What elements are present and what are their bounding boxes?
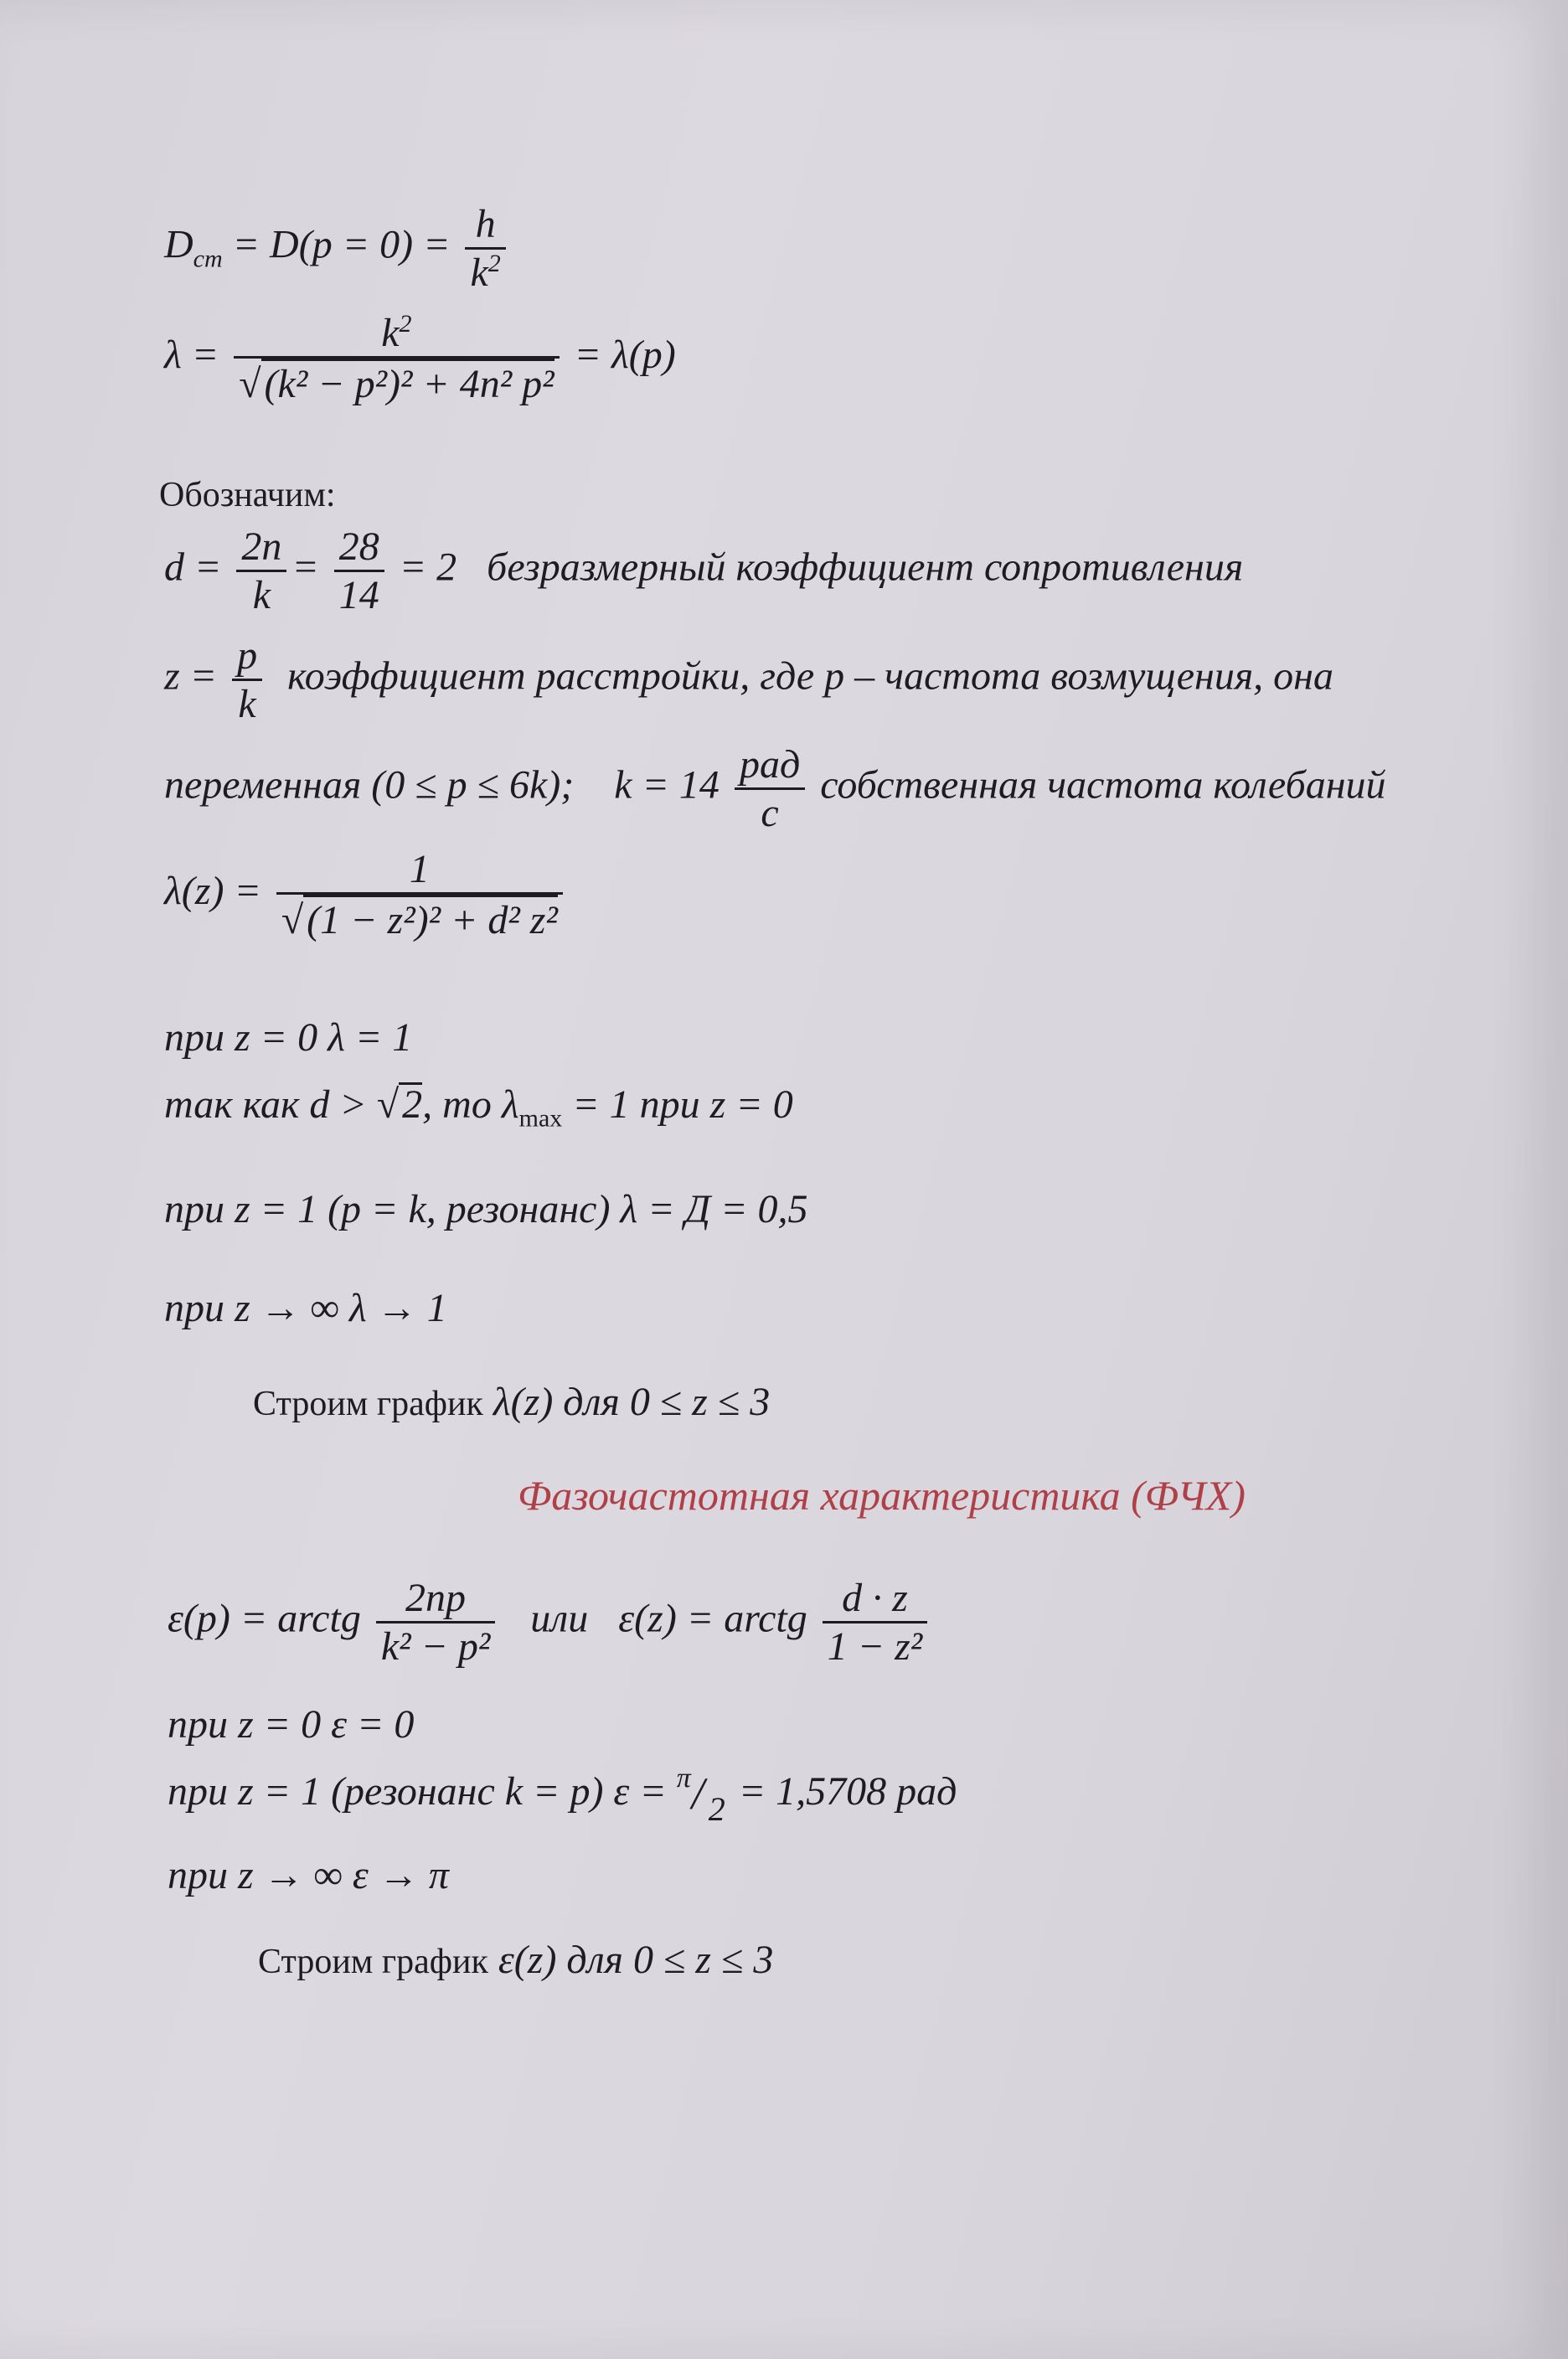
eps-z-zero-text: при z = 0 ε = 0 [168,1702,415,1747]
d-coef-lhs: d = [164,545,222,590]
plot-epsilon-formula: ε(z) для 0 ≤ z ≤ 3 [498,1938,774,1982]
line-plot-epsilon [258,1940,773,1980]
lambda-z-fraction [276,846,563,943]
d-static-subscript: cm [193,245,223,273]
d-coef-fraction-2 [334,524,384,618]
sqrt-symbol: √ [239,362,261,407]
z-zero-text: при z = 0 λ = 1 [164,1015,413,1060]
d-coef-description: безразмерный коэффициент сопротивления [487,545,1244,590]
line-eps-z-zero [168,1702,415,1747]
heading-phase-frequency [518,1472,1246,1519]
line-eps-z-infinity [168,1853,449,1897]
line-lambda-max [164,1082,793,1132]
epsilon-z-lhs: ε(z) = arctg [618,1596,807,1641]
lambda-z-lhs: λ(z) = [164,869,261,914]
lambda-p-denominator [234,356,559,407]
d-static-numerator: h [475,202,496,246]
formula-epsilon [168,1575,932,1670]
z-def-description: коэффициент расстройки, где p – частота возмущения, она [287,653,1333,699]
lambda-p-num-exp: 2 [399,310,412,338]
formula-z-definition [164,632,1333,727]
epsilon-z-fraction [823,1575,927,1670]
line-z-one [164,1187,808,1231]
line-z-zero [164,1015,413,1060]
line-z-infinity [164,1288,447,1329]
d-coef-fraction-1 [236,524,286,618]
z-infinity-text: при z → ∞ λ → 1 [164,1286,447,1330]
two-symbol: 2 [708,1789,725,1828]
variable-range-text: переменная (0 ≤ p ≤ 6k); [164,762,575,808]
formula-lambda-p [164,310,676,407]
lambda-p-fraction [234,310,559,407]
sqrt-symbol: √ [376,1082,400,1127]
lambda-z-den-radicand: (1 − z²)² + d² z² [303,895,558,943]
lambda-p-lhs: λ = [164,333,219,378]
plot-lambda-formula: λ(z) для 0 ≤ z ≤ 3 [493,1380,771,1424]
z-def-denominator: k [232,679,262,727]
formula-lambda-z [164,846,568,943]
d-static-mid: = D(p = 0) = [232,222,451,267]
heading-phase-frequency-text: Фазочастотная характеристика (ФЧХ) [518,1472,1246,1519]
lambda-p-numerator [234,310,559,356]
oboznachim-text: Обозначим: [159,476,336,514]
epsilon-z-denominator: 1 − z² [823,1621,927,1670]
lambda-max-part-a: так как d > [164,1082,377,1127]
lambda-p-rhs: = λ(p) [574,333,676,378]
epsilon-p-lhs: ε(p) = arctg [168,1596,361,1641]
epsilon-p-numerator: 2np [405,1576,467,1620]
line-eps-z-one [168,1762,957,1828]
pi-over-two [676,1762,729,1828]
lambda-p-num-base: k [381,311,400,355]
lambda-max-part-c: = 1 при z = 0 [562,1082,793,1127]
d-coef-rhs: = 2 [399,545,457,590]
d-coef-num1: 2n [241,524,282,569]
eps-z-one-part-b: = 1,5708 рад [738,1769,957,1814]
eps-z-one-part-a: при z = 1 (резонанс k = p) ε = [168,1769,667,1814]
d-static-den-base: k [470,250,488,296]
epsilon-p-denominator: k² − p² [376,1621,495,1670]
lambda-z-denominator [276,892,563,943]
z-def-lhs: z = [164,653,218,699]
formula-variable-line [164,741,1386,836]
lambda-p-den-radicand: (k² − p²)² + 4n² p² [261,359,554,407]
pi-symbol: π [676,1762,691,1794]
d-static-denominator [465,247,505,296]
d-coef-num2: 28 [338,524,379,569]
lambda-max-sqrt: 2 [399,1082,422,1125]
unit-numerator: рад [739,742,801,787]
epsilon-z-numerator: d · z [842,1576,908,1620]
lambda-z-numerator: 1 [409,847,430,891]
d-static-lhs: D [164,222,193,267]
d-static-fraction [465,201,505,296]
d-coef-den2: 14 [334,570,384,618]
epsilon-or: или [530,1596,589,1641]
sqrt-symbol: √ [281,898,304,943]
unit-denominator: с [735,787,805,836]
plot-lambda-label: Строим график [253,1385,483,1423]
fraction-slash: / [691,1768,704,1819]
formula-d-coefficient: d = $\frac{2n}{k}$ = $\frac{28}{14}$ = 2 безразмерный коэффициент сопротивления [164,524,1244,618]
unit-fraction [735,741,805,836]
z-def-fraction [232,632,262,727]
epsilon-p-fraction [376,1575,495,1670]
eps-z-infinity-text: при z → ∞ ε → π [168,1853,449,1897]
formula-d-static [164,201,511,296]
k-equation: k = 14 [614,762,720,808]
plot-epsilon-label: Строим график [258,1943,488,1981]
d-static-den-exp: 2 [487,250,501,278]
z-one-text: при z = 1 (p = k, резонанс) λ = Д = 0,5 [164,1187,808,1231]
z-def-numerator: p [237,633,258,678]
line-plot-lambda [253,1382,770,1422]
natural-frequency-text: собственная частота колебаний [820,762,1386,808]
lambda-max-subscript: max [518,1104,563,1133]
lambda-max-part-b: , то λ [422,1082,519,1127]
d-coef-den1: k [236,570,286,618]
label-oboznachim [159,477,336,513]
